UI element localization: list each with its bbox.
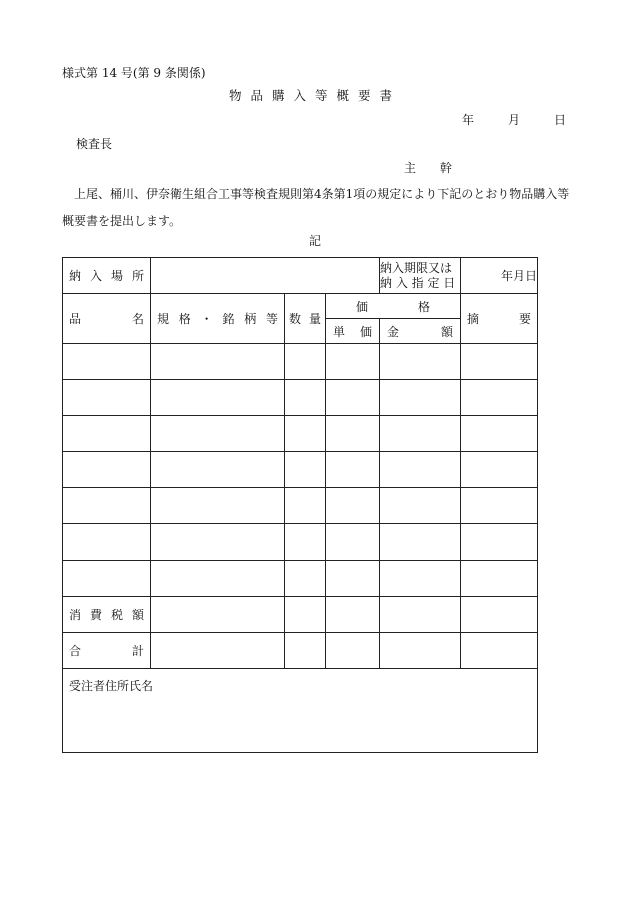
date-month-label: 月	[508, 113, 521, 127]
table-row	[63, 524, 538, 560]
amount-cell[interactable]	[380, 560, 461, 596]
deadline-label-line1: 納入期限又は	[380, 260, 453, 275]
remarks-cell[interactable]	[461, 344, 538, 380]
tot-char: 合	[69, 643, 82, 658]
unit-price-cell[interactable]	[326, 380, 380, 416]
c-rem-char: 摘	[467, 312, 480, 327]
body-text: 上尾、桶川、伊奈衛生組合工事等検査規則第4条第1項の規定により下記のとおり物品購入等概要書を提出します。	[62, 187, 570, 228]
table-row	[63, 344, 538, 380]
c-spec-char: 規	[157, 312, 170, 327]
c-spec-char: ・	[200, 312, 213, 327]
c-amt-char: 金	[387, 324, 400, 339]
item-name-cell[interactable]	[63, 488, 151, 524]
remarks-cell[interactable]	[461, 452, 538, 488]
unit-price-cell[interactable]	[326, 524, 380, 560]
remarks-cell[interactable]	[461, 488, 538, 524]
table-row	[63, 560, 538, 596]
ddl-char: 年	[501, 269, 514, 284]
total-spec-cell[interactable]	[151, 632, 285, 668]
addressee: 検査長	[76, 137, 113, 151]
quantity-cell[interactable]	[285, 452, 326, 488]
spec-cell[interactable]	[151, 416, 285, 452]
c-qty-char: 量	[308, 312, 321, 327]
quantity-cell[interactable]	[285, 344, 326, 380]
unit-price-cell[interactable]	[326, 452, 380, 488]
tot-char: 計	[131, 643, 144, 658]
submission-date	[462, 111, 566, 128]
tax-unit-cell[interactable]	[326, 596, 380, 632]
col-remarks	[461, 294, 538, 344]
contractor-label: 受注者住所氏名	[69, 678, 154, 693]
delivery-place-label	[63, 258, 151, 294]
table-row	[63, 380, 538, 416]
c-unit-char: 単	[333, 324, 346, 339]
total-qty-cell[interactable]	[285, 632, 326, 668]
tax-remarks-cell[interactable]	[461, 596, 538, 632]
contractor-signature-area[interactable]	[63, 668, 538, 752]
c-unit-char: 価	[360, 324, 373, 339]
c-amt-char: 額	[441, 324, 454, 339]
tax-char: 税	[110, 607, 123, 622]
quantity-cell[interactable]	[285, 380, 326, 416]
c-spec-char: 柄	[244, 312, 257, 327]
remarks-cell[interactable]	[461, 416, 538, 452]
purchase-summary-table	[62, 257, 538, 753]
total-label	[63, 632, 151, 668]
col-item-name	[63, 294, 151, 344]
remarks-cell[interactable]	[461, 380, 538, 416]
c-price-char: 格	[418, 299, 431, 314]
spec-cell[interactable]	[151, 452, 285, 488]
contractor-row	[63, 668, 538, 752]
deadline-label	[380, 258, 461, 294]
quantity-cell[interactable]	[285, 524, 326, 560]
tax-char: 額	[131, 607, 144, 622]
col-unit-price	[326, 319, 380, 344]
item-name-cell[interactable]	[63, 416, 151, 452]
unit-price-cell[interactable]	[326, 488, 380, 524]
tax-label	[63, 596, 151, 632]
total-row	[63, 632, 538, 668]
remarks-cell[interactable]	[461, 524, 538, 560]
dpl-char: 入	[89, 269, 102, 284]
ki-heading: 記	[308, 234, 321, 248]
sender-title: 主 幹	[404, 161, 462, 175]
ddl-char: 月	[513, 269, 526, 284]
item-name-cell[interactable]	[63, 380, 151, 416]
form-number: 様式第 14 号(第 9 条関係)	[62, 66, 206, 80]
tax-qty-cell[interactable]	[285, 596, 326, 632]
table-row	[63, 416, 538, 452]
document-title: 物品購入等概要書	[228, 88, 401, 103]
c-price-char: 価	[356, 299, 369, 314]
c-spec-char: 銘	[222, 312, 235, 327]
dpl-char: 場	[110, 269, 123, 284]
tax-spec-cell[interactable]	[151, 596, 285, 632]
col-amount	[380, 319, 461, 344]
amount-cell[interactable]	[380, 488, 461, 524]
date-day-label: 日	[554, 113, 567, 127]
quantity-cell[interactable]	[285, 488, 326, 524]
total-unit-cell[interactable]	[326, 632, 380, 668]
dpl-char: 所	[131, 269, 144, 284]
deadline-label-line2: 納 入 指 定 日	[380, 275, 456, 290]
unit-price-cell[interactable]	[326, 560, 380, 596]
item-name-cell[interactable]	[63, 524, 151, 560]
item-name-cell[interactable]	[63, 452, 151, 488]
table-row	[63, 488, 538, 524]
spec-cell[interactable]	[151, 488, 285, 524]
c-spec-char: 格	[178, 312, 191, 327]
quantity-cell[interactable]	[285, 560, 326, 596]
dpl-char: 納	[69, 269, 82, 284]
col-quantity	[285, 294, 326, 344]
spec-cell[interactable]	[151, 560, 285, 596]
tax-char: 消	[69, 607, 82, 622]
amount-cell[interactable]	[380, 416, 461, 452]
c-qty-char: 数	[289, 312, 302, 327]
unit-price-cell[interactable]	[326, 344, 380, 380]
c-item-char: 品	[69, 312, 82, 327]
total-amount-cell[interactable]	[380, 632, 461, 668]
amount-cell[interactable]	[380, 452, 461, 488]
tax-amount-cell[interactable]	[380, 596, 461, 632]
deadline-date[interactable]	[461, 258, 538, 294]
c-spec-char: 等	[265, 312, 278, 327]
amount-cell[interactable]	[380, 344, 461, 380]
amount-cell[interactable]	[380, 380, 461, 416]
spec-cell[interactable]	[151, 344, 285, 380]
table-row	[63, 452, 538, 488]
tax-char: 費	[89, 607, 102, 622]
spec-cell[interactable]	[151, 380, 285, 416]
header-row-1	[63, 294, 538, 319]
quantity-cell[interactable]	[285, 416, 326, 452]
c-rem-char: 要	[519, 312, 532, 327]
col-price	[326, 294, 461, 319]
item-name-cell[interactable]	[63, 560, 151, 596]
item-name-cell[interactable]	[63, 344, 151, 380]
unit-price-cell[interactable]	[326, 416, 380, 452]
col-spec	[151, 294, 285, 344]
tax-row	[63, 596, 538, 632]
ddl-char: 日	[525, 269, 538, 284]
date-year-label: 年	[462, 113, 475, 127]
delivery-row	[63, 258, 538, 294]
amount-cell[interactable]	[380, 524, 461, 560]
remarks-cell[interactable]	[461, 560, 538, 596]
c-item-char: 名	[131, 312, 144, 327]
total-remarks-cell[interactable]	[461, 632, 538, 668]
delivery-place-value[interactable]	[151, 258, 380, 294]
spec-cell[interactable]	[151, 524, 285, 560]
